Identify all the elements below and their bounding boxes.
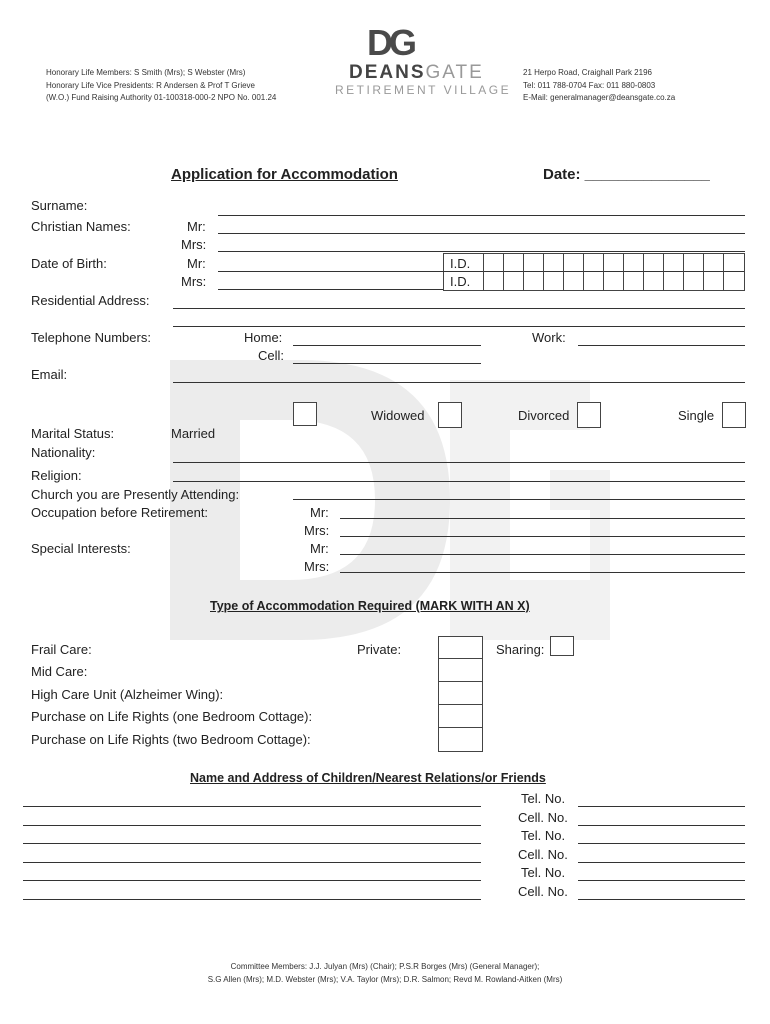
relation-name-line[interactable] — [23, 880, 481, 881]
id-cell-divider — [663, 253, 664, 290]
special-interests-label: Special Interests: — [31, 541, 131, 556]
accommodation-heading: Type of Accommodation Required (MARK WITH AN X) — [210, 599, 530, 613]
work-label: Work: — [532, 330, 566, 345]
cell-phone-line[interactable] — [293, 363, 481, 364]
relation-phone-line[interactable] — [578, 806, 745, 807]
id-cell-divider — [683, 253, 684, 290]
frail-care-label: Frail Care: — [31, 642, 92, 657]
date-field[interactable]: Date: _______________ — [543, 166, 710, 183]
id-cell-divider — [583, 253, 584, 290]
relation-phone-label: Tel. No. — [521, 828, 566, 843]
committee-line-1: Committee Members: J.J. Julyan (Mrs) (Chair); P.S.R Borges (Mrs) (General Manager); — [230, 962, 540, 971]
surname-line[interactable] — [218, 215, 745, 216]
relation-name-line[interactable] — [23, 843, 481, 844]
sharing-label: Sharing: — [496, 642, 545, 657]
logo-name-bold: DEANS — [349, 62, 426, 83]
relation-phone-label: Cell. No. — [518, 883, 568, 899]
dob-mrs-label: Mrs: — [181, 274, 207, 289]
id-mr-label: I.D. — [450, 256, 471, 271]
christian-mr-label: Mr: — [187, 219, 206, 234]
relation-phone-label: Cell. No. — [518, 809, 568, 825]
committee-line-2: S.G Allen (Mrs); M.D. Webster (Mrs); V.A. Taylor (Mrs); D.R. Salmon; Revd M. Rowland-Aitken (Mrs) — [207, 975, 563, 984]
single-label: Single — [678, 408, 715, 423]
relation-phone-label: Tel. No. — [521, 865, 566, 880]
nationality-line[interactable] — [173, 462, 745, 463]
logo-name-light: GATE — [425, 62, 484, 83]
occupation-mr-label: Mr: — [310, 505, 329, 520]
life-rights-two-label: Purchase on Life Rights (two Bedroom Cottage): — [31, 732, 311, 747]
footer — [0, 960, 770, 986]
christian-mrs-line[interactable] — [218, 251, 745, 252]
header-right — [523, 67, 675, 105]
relation-phone-line[interactable] — [578, 843, 745, 844]
relation-name-line[interactable] — [23, 825, 481, 826]
christian-mrs-label: Mrs: — [181, 237, 207, 252]
church-line[interactable] — [293, 499, 745, 500]
widowed-checkbox[interactable] — [438, 402, 462, 428]
divorced-checkbox[interactable] — [577, 402, 601, 428]
relations-heading: Name and Address of Children/Nearest Relations/or Friends — [190, 771, 546, 785]
honorary-members: Honorary Life Members: S Smith (Mrs); S Webster (Mrs) — [46, 68, 246, 77]
relation-name-line[interactable] — [23, 899, 481, 900]
home-label: Home: — [244, 330, 283, 345]
sharing-checkbox[interactable] — [550, 636, 574, 656]
email-line[interactable] — [173, 382, 745, 383]
id-cell-divider — [643, 253, 644, 290]
id-cell-divider — [563, 253, 564, 290]
relation-phone-label: Cell. No. — [518, 846, 568, 862]
frail-care-checkbox[interactable] — [438, 636, 483, 660]
occupation-label: Occupation before Retirement: — [31, 505, 209, 520]
id-cell-divider — [543, 253, 544, 290]
life-rights-two-checkbox[interactable] — [438, 727, 483, 752]
widowed-label: Widowed — [371, 408, 425, 423]
home-phone-line[interactable] — [293, 345, 481, 346]
life-rights-one-checkbox[interactable] — [438, 704, 483, 729]
nationality-label: Nationality: — [31, 445, 96, 460]
relation-phone-line[interactable] — [578, 862, 745, 863]
residential-address-label: Residential Address: — [31, 293, 150, 308]
interests-mr-label: Mr: — [310, 541, 329, 556]
private-label: Private: — [357, 642, 402, 657]
residential-address-line-1[interactable] — [173, 308, 745, 309]
occupation-mrs-line[interactable] — [340, 536, 745, 537]
dob-mr-line[interactable] — [218, 271, 443, 272]
vice-presidents: Honorary Life Vice Presidents: R Andersen & Prof T Grieve — [46, 80, 255, 90]
relation-phone-line[interactable] — [578, 880, 745, 881]
relation-name-line[interactable] — [23, 862, 481, 863]
relation-phone-label: Tel. No. — [521, 791, 566, 806]
christian-names-label: Christian Names: — [31, 219, 131, 234]
id-cell-divider — [623, 253, 624, 290]
id-mrs-label: I.D. — [450, 274, 471, 289]
life-rights-one-label: Purchase on Life Rights (one Bedroom Cottage): — [31, 709, 313, 724]
tel-fax: Tel: 011 788-0704 Fax: 011 880-0803 — [523, 80, 656, 90]
occupation-mr-line[interactable] — [340, 518, 745, 519]
married-label: Married — [171, 426, 216, 441]
interests-mrs-line[interactable] — [340, 572, 745, 573]
work-phone-line[interactable] — [578, 345, 745, 346]
high-care-checkbox[interactable] — [438, 681, 483, 706]
logo-monogram: DG — [367, 22, 413, 63]
relation-name-line[interactable] — [23, 806, 481, 807]
residential-address-line-2[interactable] — [173, 326, 745, 327]
id-cell-divider — [483, 253, 484, 290]
fund-raising-authority: (W.O.) Fund Raising Authority 01-100318-000-2 NPO No. 001.24 — [46, 93, 277, 102]
telephone-label: Telephone Numbers: — [31, 330, 151, 345]
occupation-mrs-label: Mrs: — [304, 523, 330, 538]
relation-phone-line[interactable] — [578, 899, 745, 900]
religion-label: Religion: — [31, 468, 82, 483]
interests-mrs-label: Mrs: — [304, 559, 330, 574]
address: 21 Herpo Road, Craighall Park 2196 — [523, 68, 652, 77]
high-care-label: High Care Unit (Alzheimer Wing): — [31, 687, 224, 702]
mid-care-checkbox[interactable] — [438, 658, 483, 683]
cell-label: Cell: — [258, 348, 285, 363]
single-checkbox[interactable] — [722, 402, 746, 428]
relation-phone-line[interactable] — [578, 825, 745, 826]
id-grid[interactable] — [443, 253, 745, 291]
id-cell-divider — [603, 253, 604, 290]
church-label: Church you are Presently Attending: — [31, 487, 240, 502]
id-cell-divider — [503, 253, 504, 290]
email-label: Email: — [31, 367, 68, 382]
logo-tagline: RETIREMENT VILLAGE — [335, 83, 512, 97]
logo — [335, 22, 520, 101]
page-title: Application for Accommodation — [171, 166, 398, 183]
religion-line[interactable] — [173, 481, 745, 482]
surname-label: Surname: — [31, 198, 88, 213]
id-cell-divider — [723, 253, 724, 290]
interests-mr-line[interactable] — [340, 554, 745, 555]
dob-mr-label: Mr: — [187, 256, 206, 271]
marital-status-label: Marital Status: — [31, 426, 115, 441]
mid-care-label: Mid Care: — [31, 664, 88, 679]
dob-label: Date of Birth: — [31, 256, 107, 271]
christian-mr-line[interactable] — [218, 233, 745, 234]
divorced-label: Divorced — [518, 408, 570, 423]
id-cell-divider — [703, 253, 704, 290]
email-address: E-Mail: generalmanager@deansgate.co.za — [523, 93, 676, 102]
married-checkbox[interactable] — [293, 402, 317, 426]
header-left — [46, 67, 276, 105]
dob-mrs-line[interactable] — [218, 289, 443, 290]
id-cell-divider — [523, 253, 524, 290]
